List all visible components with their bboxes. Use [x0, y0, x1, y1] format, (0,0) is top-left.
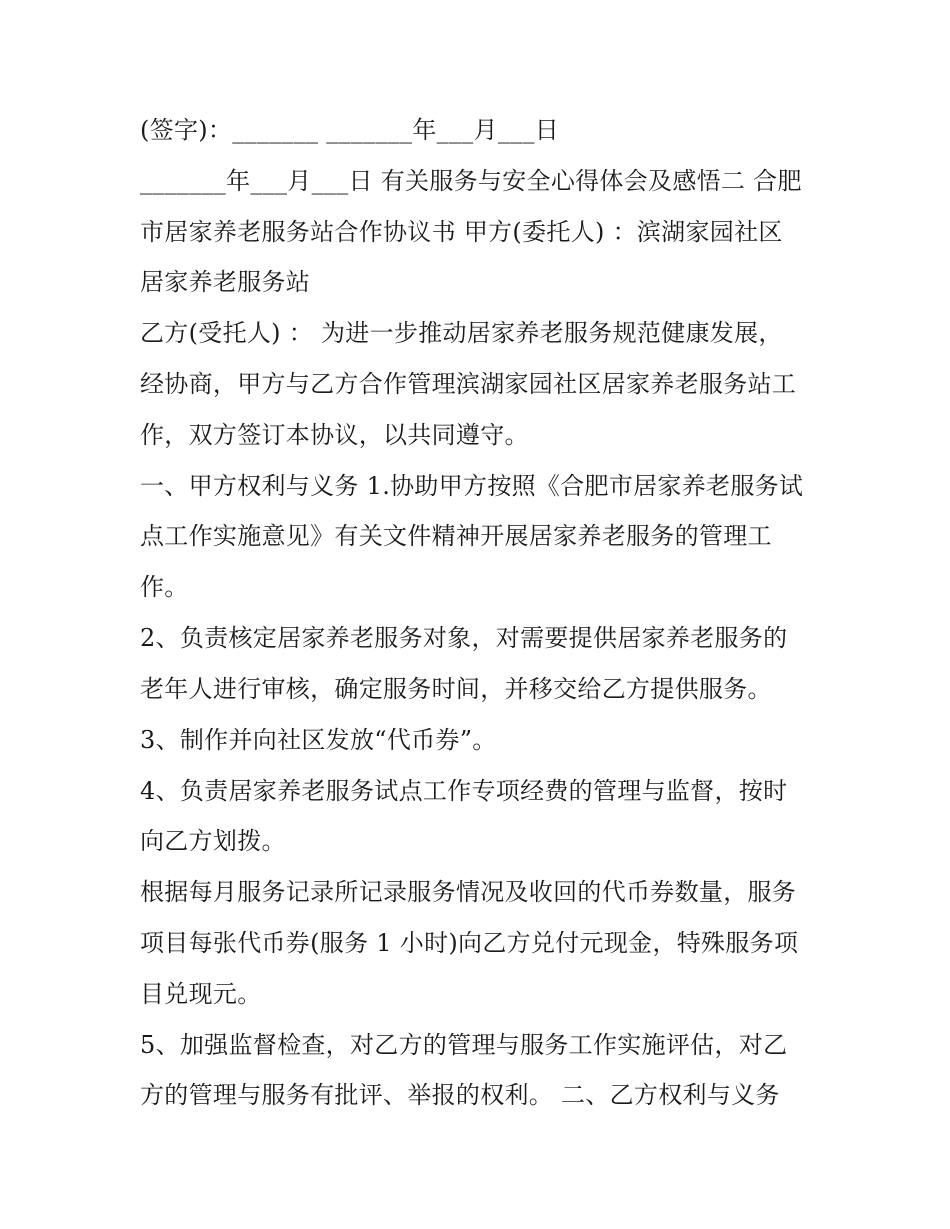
text-line: 项目每张代币券(服务 1 小时)向乙方兑付元现金，特殊服务项: [140, 929, 799, 957]
text-line: 根据每月服务记录所记录服务情况及收回的代币券数量，服务: [140, 878, 797, 906]
text-line: 点工作实施意见》有关文件精神开展居家养老服务的管理工: [140, 522, 772, 550]
text-line: 居家养老服务站: [140, 268, 311, 296]
text-line: 经协商，甲方与乙方合作管理滨湖家园社区居家养老服务站工: [140, 370, 797, 398]
text-line: 2、负责核定居家养老服务对象，对需要提供居家养老服务的: [140, 624, 788, 652]
text-line: 作，双方签订本协议，以共同遵守。: [140, 421, 529, 449]
text-line: 市居家养老服务站合作协议书 甲方(委托人) ：滨湖家园社区: [140, 218, 783, 246]
text-line: 老年人进行审核，确定服务时间，并移交给乙方提供服务。: [140, 675, 772, 703]
text-line: 作。: [140, 573, 189, 601]
text-line: 4、负责居家养老服务试点工作专项经费的管理与监督，按时: [140, 777, 788, 805]
text-line: 目兑现元。: [140, 980, 262, 1008]
text-line: 方的管理与服务有批评、举报的权利。 二、乙方权利与义务: [140, 1081, 780, 1109]
text-line: (签字)：_______ _______年___月___日: [140, 116, 560, 144]
text-line: _______年___月___日 有关服务与安全心得体会及感悟二 合肥: [140, 167, 802, 195]
text-line: 3、制作并向社区发放“代币券”。: [140, 726, 497, 754]
text-line: 5、加强监督检查，对乙方的管理与服务工作实施评估，对乙: [140, 1031, 788, 1059]
text-line: 一、甲方权利与义务 1.协助甲方按照《合肥市居家养老服务试: [140, 472, 804, 500]
text-line: 乙方(受托人) ： 为进一步推动居家养老服务规范健康发展，: [140, 319, 783, 347]
text-line: 向乙方划拨。: [140, 827, 286, 855]
